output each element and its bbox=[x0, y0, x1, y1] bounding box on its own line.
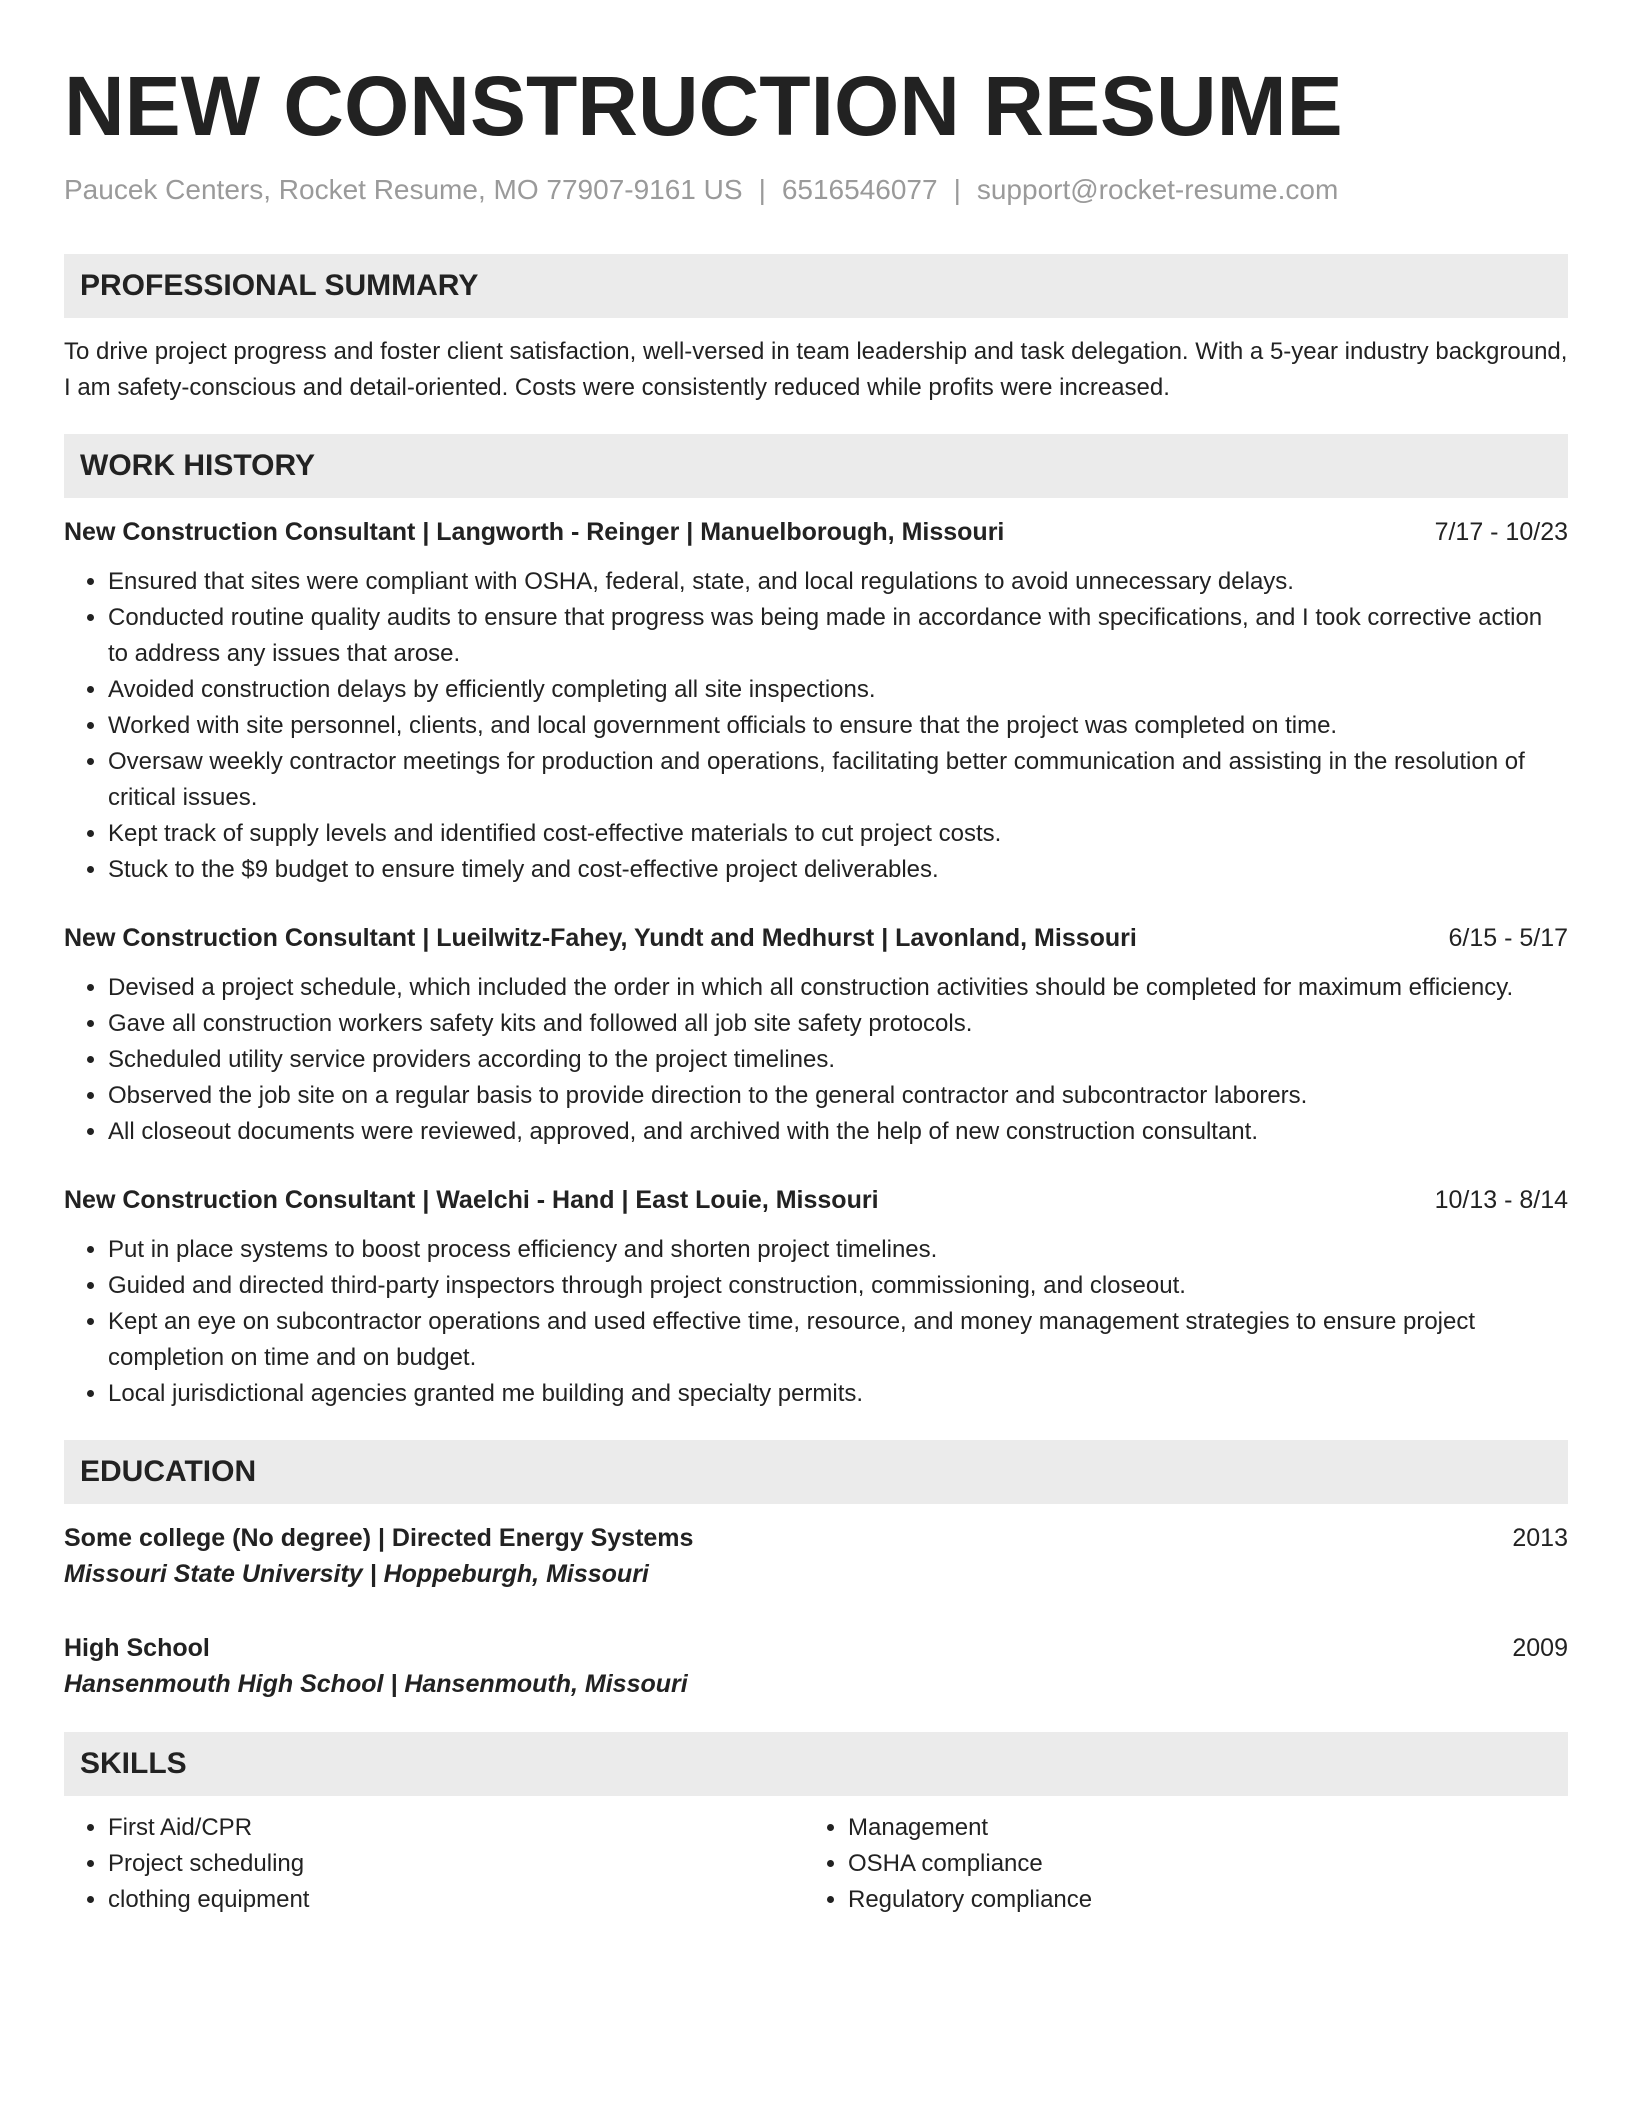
job-bullet: • Kept track of supply levels and identified cost-effective materials to cut project costs. bbox=[108, 816, 1568, 852]
job-title: New Construction Consultant | Lueilwitz-Fahey, Yundt and Medhurst | Lavonland, Missouri bbox=[64, 924, 1137, 952]
contact-line bbox=[64, 172, 1568, 208]
education-school: Hansenmouth High School | Hansenmouth, Missouri bbox=[64, 1670, 688, 1698]
contact-address: Paucek Centers, Rocket Resume, MO 77907-9161 US bbox=[64, 174, 743, 205]
job-bullet: • All closeout documents were reviewed, approved, and archived with the help of new construction consultant. bbox=[108, 1114, 1568, 1150]
job-dates: 6/15 - 5/17 bbox=[1448, 924, 1568, 952]
job-bullets bbox=[64, 1232, 1568, 1412]
skills-list bbox=[64, 1810, 1568, 1918]
job-bullet: • Conducted routine quality audits to ensure that progress was being made in accordance with specifications, and I took corrective action to address any issues that arose. bbox=[108, 600, 1568, 672]
job-entry bbox=[64, 514, 1568, 888]
skill-item: • clothing equipment bbox=[108, 1882, 804, 1918]
section-header-summary: PROFESSIONAL SUMMARY bbox=[64, 254, 1568, 318]
job-bullet: • Worked with site personnel, clients, and local government officials to ensure that the project was completed on time. bbox=[108, 708, 1568, 744]
job-header bbox=[64, 920, 1568, 956]
education-year: 2013 bbox=[1512, 1524, 1568, 1552]
education-header bbox=[64, 1520, 1568, 1556]
job-bullet: • Local jurisdictional agencies granted me building and specialty permits. bbox=[108, 1376, 1568, 1412]
job-bullet: • Observed the job site on a regular basis to provide direction to the general contractor and subcontractor laborers. bbox=[108, 1078, 1568, 1114]
education-degree: Some college (No degree) | Directed Energy Systems bbox=[64, 1524, 694, 1552]
job-bullet: • Put in place systems to boost process efficiency and shorten project timelines. bbox=[108, 1232, 1568, 1268]
job-bullet: • Guided and directed third-party inspectors through project construction, commissioning, and closeout. bbox=[108, 1268, 1568, 1304]
education-degree: High School bbox=[64, 1634, 210, 1662]
job-bullets bbox=[64, 970, 1568, 1150]
job-bullet: • Ensured that sites were compliant with OSHA, federal, state, and local regulations to avoid unnecessary delays. bbox=[108, 564, 1568, 600]
contact-email: support@rocket-resume.com bbox=[976, 174, 1339, 205]
skill-item: • Regulatory compliance bbox=[848, 1882, 1544, 1918]
job-header bbox=[64, 514, 1568, 550]
job-dates: 7/17 - 10/23 bbox=[1434, 518, 1568, 546]
education-entry bbox=[64, 1630, 1568, 1702]
skills-column-left bbox=[64, 1810, 804, 1918]
job-bullet: • Gave all construction workers safety kits and followed all job site safety protocols. bbox=[108, 1006, 1568, 1042]
job-bullet: • Scheduled utility service providers according to the project timelines. bbox=[108, 1042, 1568, 1078]
skill-item: • Project scheduling bbox=[108, 1846, 804, 1882]
contact-separator: | bbox=[758, 174, 766, 205]
skill-item: • Management bbox=[848, 1810, 1544, 1846]
skills-column-right bbox=[804, 1810, 1544, 1918]
job-entry bbox=[64, 920, 1568, 1150]
job-bullets bbox=[64, 564, 1568, 888]
job-bullet: • Avoided construction delays by efficiently completing all site inspections. bbox=[108, 672, 1568, 708]
skill-item: • OSHA compliance bbox=[848, 1846, 1544, 1882]
job-dates: 10/13 - 8/14 bbox=[1434, 1186, 1568, 1214]
education-year: 2009 bbox=[1512, 1634, 1568, 1662]
education-header bbox=[64, 1630, 1568, 1666]
job-bullet: • Stuck to the $9 budget to ensure timely and cost-effective project deliverables. bbox=[108, 852, 1568, 888]
resume-title: NEW CONSTRUCTION RESUME bbox=[64, 59, 1343, 153]
summary-text: To drive project progress and foster client satisfaction, well-versed in team leadership and task delegation. With a 5-year industry background, I am safety-conscious and detail-oriented. Costs were consistently reduced while profits were increased. bbox=[64, 338, 1568, 401]
job-header bbox=[64, 1182, 1568, 1218]
job-title: New Construction Consultant | Langworth - Reinger | Manuelborough, Missouri bbox=[64, 518, 1005, 546]
contact-separator: | bbox=[953, 174, 961, 205]
contact-phone: 6516546077 bbox=[781, 174, 938, 205]
education-school: Missouri State University | Hoppeburgh, Missouri bbox=[64, 1560, 649, 1588]
skill-item: • First Aid/CPR bbox=[108, 1810, 804, 1846]
job-bullet: • Oversaw weekly contractor meetings for production and operations, facilitating better communication and assisting in the resolution of critical issues. bbox=[108, 744, 1568, 816]
job-entry bbox=[64, 1182, 1568, 1412]
education-entry bbox=[64, 1520, 1568, 1592]
section-header-skills: SKILLS bbox=[64, 1732, 1568, 1796]
job-title: New Construction Consultant | Waelchi - Hand | East Louie, Missouri bbox=[64, 1186, 879, 1214]
section-header-education: EDUCATION bbox=[64, 1440, 1568, 1504]
section-header-work-history: WORK HISTORY bbox=[64, 434, 1568, 498]
job-bullet: • Devised a project schedule, which included the order in which all construction activities should be completed for maximum efficiency. bbox=[108, 970, 1568, 1006]
job-bullet: • Kept an eye on subcontractor operations and used effective time, resource, and money management strategies to ensure project completion on time and on budget. bbox=[108, 1304, 1568, 1376]
